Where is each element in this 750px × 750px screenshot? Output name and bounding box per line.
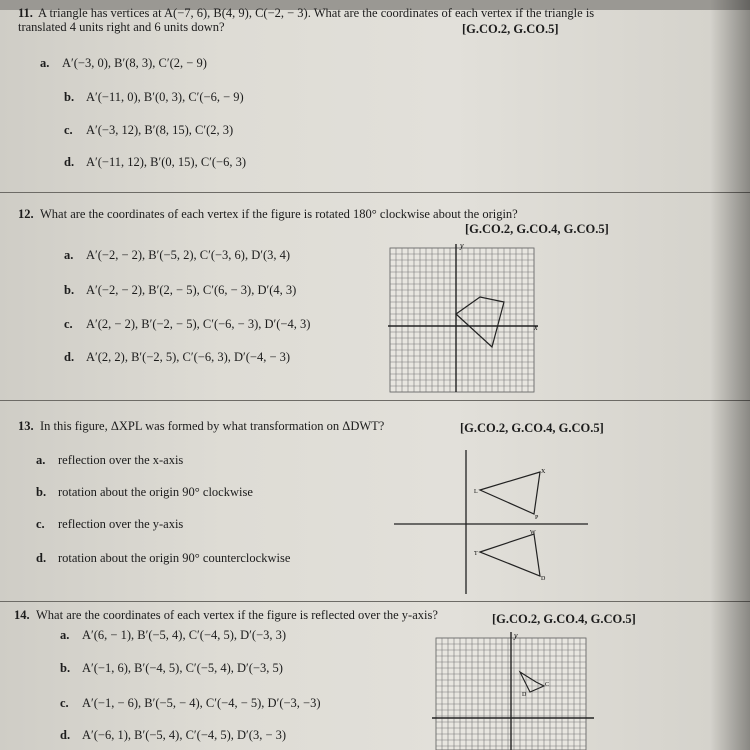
option-text: A′(2, 2), B′(−2, 5), C′(−6, 3), D′(−4, − 3)	[86, 350, 291, 364]
option-b[interactable]	[60, 661, 283, 676]
standards-label: [G.CO.2, G.CO.4, G.CO.5]	[460, 421, 604, 435]
option-text: A′(−1, − 6), B′(−5, − 4), C′(−4, − 5), D′(−3, −3)	[82, 696, 321, 710]
option-d[interactable]	[60, 728, 286, 743]
option-letter: a.	[64, 248, 74, 262]
option-letter: a.	[36, 453, 46, 467]
question-text-line2: translated 4 units right and 6 units down?	[18, 20, 225, 34]
option-text: A′(−6, 1), B′(−5, 4), C′(−4, 5), D′(3, − 3)	[82, 728, 287, 742]
option-b[interactable]	[64, 90, 244, 105]
triangle-xpl	[480, 472, 540, 514]
question-text: What are the coordinates of each vertex if the figure is reflected over the y-axis?	[36, 608, 438, 622]
option-text: reflection over the y-axis	[58, 517, 184, 531]
x-axis-label: x	[534, 323, 538, 332]
standards-label: [G.CO.2, G.CO.5]	[462, 22, 559, 36]
option-letter: a.	[40, 56, 50, 70]
page-shadow	[710, 0, 750, 750]
option-letter: a.	[60, 628, 70, 642]
divider	[0, 400, 750, 401]
option-letter: c.	[64, 317, 73, 331]
option-letter: d.	[64, 155, 75, 169]
option-c[interactable]	[36, 517, 183, 532]
option-text: A′(−2, − 2), B′(−5, 2), C′(−3, 6), D′(3, 4)	[86, 248, 291, 262]
option-text: A′(−3, 0), B′(8, 3), C′(2, − 9)	[62, 56, 207, 70]
question-number: 13.	[18, 419, 34, 433]
standards-label: [G.CO.2, G.CO.4, G.CO.5]	[465, 222, 609, 236]
option-d[interactable]	[64, 350, 290, 365]
option-letter: b.	[60, 661, 71, 675]
question-text: In this figure, ΔXPL was formed by what transformation on ΔDWT?	[40, 419, 385, 433]
vertex-label: T	[474, 551, 478, 557]
question-number: 11.	[18, 6, 33, 20]
q14-coordinate-grid	[432, 628, 598, 750]
option-text: A′(−1, 6), B′(−4, 5), C′(−5, 4), D′(−3, 5)	[82, 661, 283, 675]
option-letter: d.	[60, 728, 71, 742]
option-d[interactable]	[36, 551, 290, 566]
question-number: 12.	[18, 207, 34, 221]
y-axis-label: y	[460, 241, 464, 250]
option-letter: b.	[36, 485, 47, 499]
question-text-line1: A triangle has vertices at A(−7, 6), B(4, 9), C(−2, − 3). What are the coordinates of each vertex if the triangle is	[38, 6, 595, 20]
option-c[interactable]	[64, 317, 310, 332]
option-c[interactable]	[64, 123, 233, 138]
option-d[interactable]	[64, 155, 246, 170]
divider	[0, 601, 750, 602]
option-text: A′(2, − 2), B′(−2, − 5), C′(−6, − 3), D′(−4, 3)	[86, 317, 311, 331]
option-letter: b.	[64, 90, 75, 104]
option-letter: c.	[36, 517, 45, 531]
option-text: A′(−2, − 2), B′(2, − 5), C′(6, − 3), D′(4, 3)	[86, 283, 297, 297]
standards-label: [G.CO.2, G.CO.4, G.CO.5]	[492, 612, 636, 626]
vertex-label: P	[535, 515, 539, 521]
option-a[interactable]	[40, 56, 207, 71]
option-b[interactable]	[64, 283, 296, 298]
option-c[interactable]	[60, 696, 321, 711]
option-a[interactable]	[36, 453, 183, 468]
option-text: A′(6, − 1), B′(−5, 4), C′(−4, 5), D′(−3, 3)	[82, 628, 287, 642]
option-a[interactable]	[60, 628, 286, 643]
option-a[interactable]	[64, 248, 290, 263]
vertex-label: D	[522, 692, 527, 698]
vertex-label: W	[530, 530, 536, 536]
vertex-label: D	[541, 576, 546, 582]
option-text: reflection over the x-axis	[58, 453, 184, 467]
y-axis-label: y	[514, 631, 518, 640]
option-letter: b.	[64, 283, 75, 297]
option-text: rotation about the origin 90° counterclockwise	[58, 551, 291, 565]
vertex-label: X	[541, 469, 546, 475]
vertex-label: L	[474, 489, 478, 495]
option-letter: d.	[36, 551, 47, 565]
question-number: 14.	[14, 608, 30, 622]
option-text: rotation about the origin 90° clockwise	[58, 485, 253, 499]
divider	[0, 192, 750, 193]
option-text: A′(−11, 0), B′(0, 3), C′(−6, − 9)	[86, 90, 244, 104]
q12-coordinate-grid	[388, 240, 540, 396]
option-letter: c.	[60, 696, 69, 710]
option-b[interactable]	[36, 485, 253, 500]
q13-figure	[392, 446, 592, 598]
option-text: A′(−11, 12), B′(0, 15), C′(−6, 3)	[86, 155, 247, 169]
option-letter: c.	[64, 123, 73, 137]
option-text: A′(−3, 12), B′(8, 15), C′(2, 3)	[86, 123, 234, 137]
question-text: What are the coordinates of each vertex if the figure is rotated 180° clockwise about the origin?	[40, 207, 518, 221]
triangle-dwt	[480, 534, 540, 576]
vertex-label: C	[545, 682, 550, 688]
option-letter: d.	[64, 350, 75, 364]
